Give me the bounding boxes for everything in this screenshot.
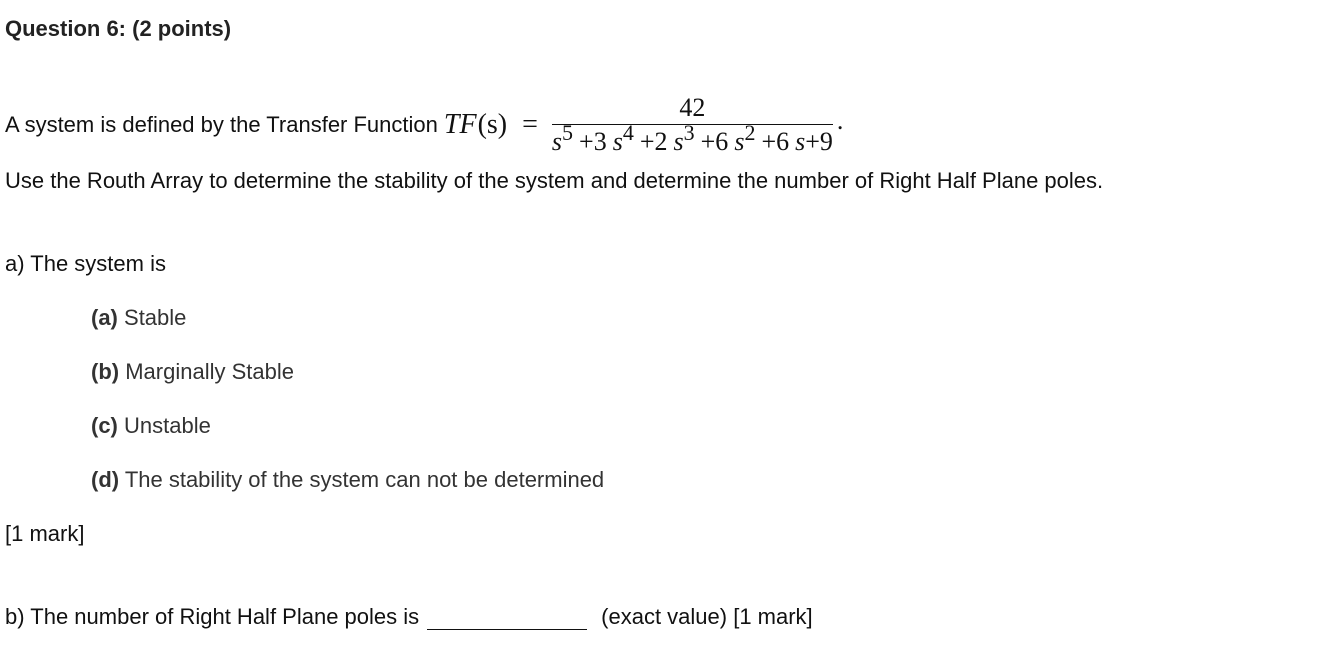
tf-argument: (s) [477,109,508,140]
equals-sign: = [522,109,538,140]
part-b-prompt: b) The number of Right Half Plane poles is [5,604,420,629]
option-text: Marginally Stable [125,359,294,384]
option-d[interactable] [91,467,604,493]
denominator-term: s [551,126,563,156]
part-b-suffix: (exact value) [1 mark] [601,604,813,629]
part-a-prompt: a) The system is [5,251,166,276]
tf-symbol: TF [443,109,477,140]
numerator: 42 [679,92,706,122]
denominator-term: s [612,126,623,156]
denominator [551,119,833,157]
denominator-exponent: 2 [744,119,756,145]
denominator-term: s [734,126,745,156]
option-label: (d) [91,467,120,492]
transfer-function-equation [444,94,844,157]
option-c[interactable] [91,413,211,439]
transfer-function-line [5,92,843,158]
question-heading: Question 6: (2 points) [5,16,232,41]
equation-period: . [836,105,844,135]
denominator-coefficient: +6 [700,126,729,156]
denominator-coefficient: +6 [761,126,790,156]
instruction-text: Use the Routh Array to determine the stability of the system and determine the number of Right Half Plane poles. [5,168,1104,193]
transfer-function-fraction [552,94,833,157]
option-label: (c) [91,413,118,438]
option-label: (b) [91,359,120,384]
denominator-exponent: 5 [562,119,574,145]
intro-text: A system is defined by the Transfer Function [5,112,438,137]
rhp-poles-answer-blank[interactable] [427,607,587,630]
part-b-line [5,604,813,630]
option-a[interactable] [91,305,186,331]
option-text: Unstable [124,413,211,438]
part-a-marks: [1 mark] [5,521,85,546]
option-b[interactable] [91,359,294,385]
denominator-constant: +9 [805,126,833,156]
option-label: (a) [91,305,118,330]
denominator-coefficient: +2 [639,126,668,156]
denominator-term: s [795,126,806,156]
option-text: Stable [124,305,187,330]
denominator-coefficient: +3 [579,126,607,156]
denominator-exponent: 3 [683,119,695,145]
option-text: The stability of the system can not be determined [124,467,605,492]
denominator-exponent: 4 [622,119,634,145]
denominator-term: s [673,126,684,156]
